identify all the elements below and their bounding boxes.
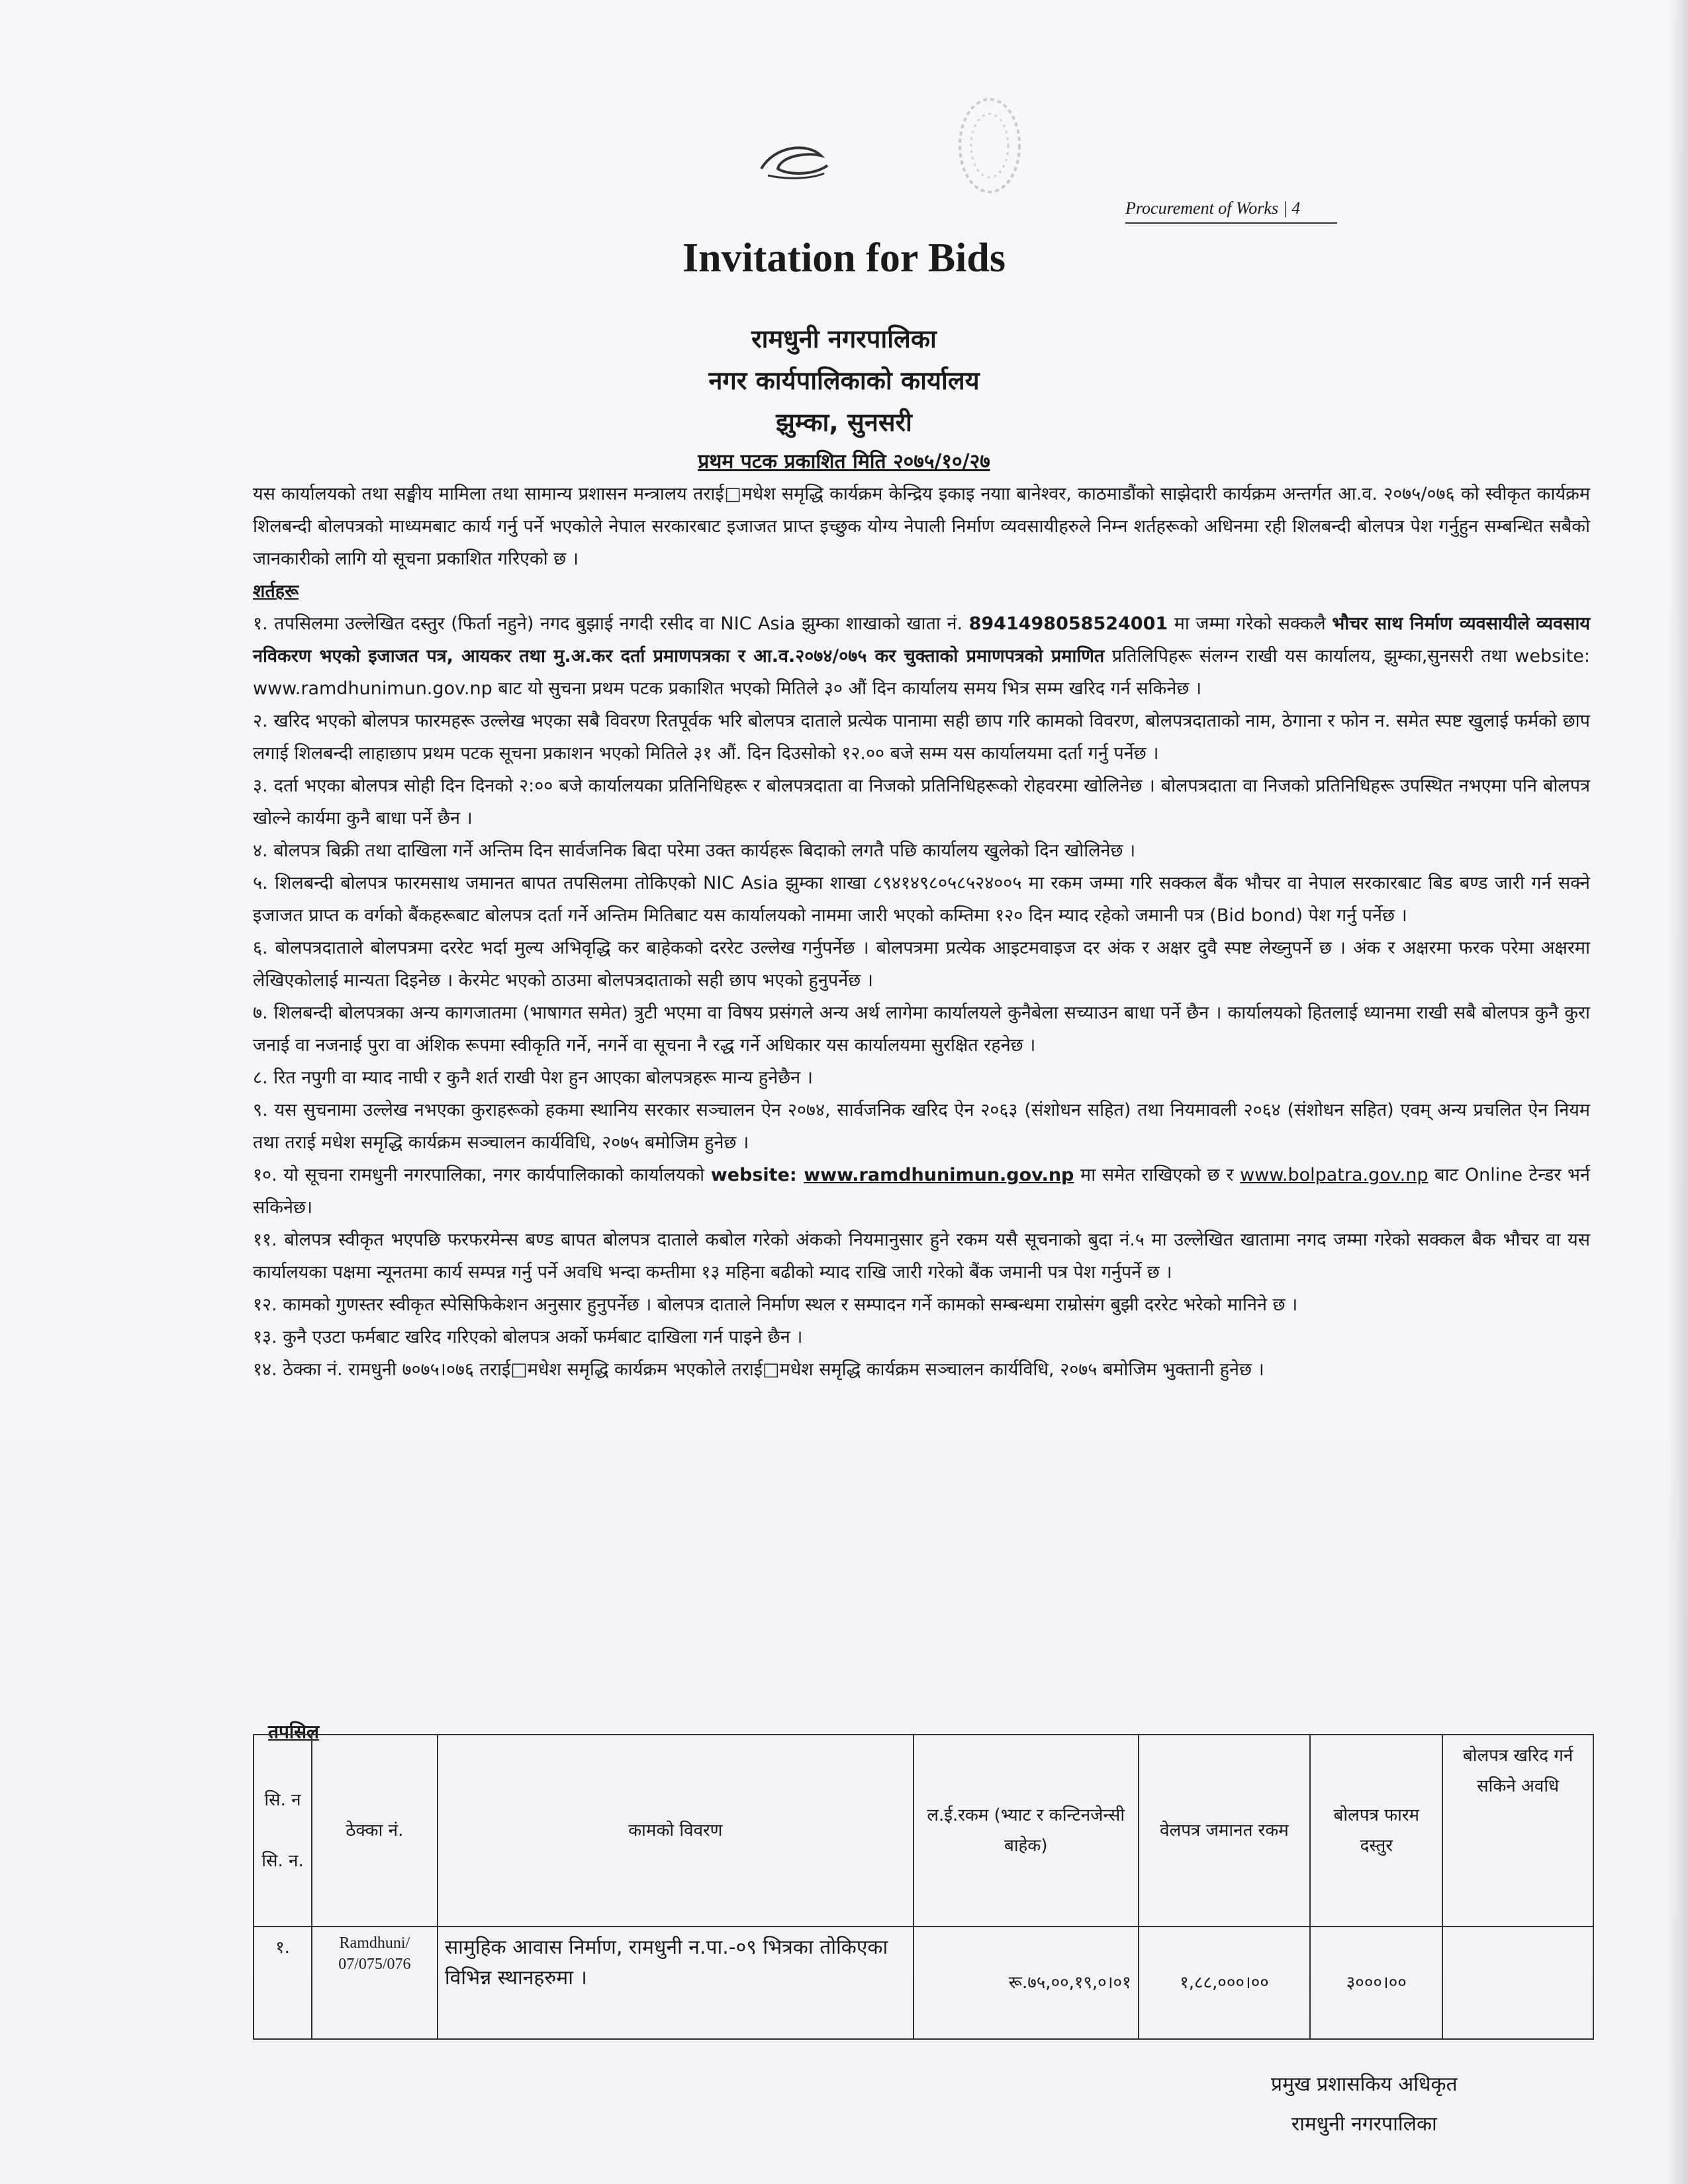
schedule-heading: तपसिल <box>268 1721 320 1743</box>
condition-1-text-a: १. तपसिलमा उल्लेखित दस्तुर (फिर्ता नहुने) नगद बुझाई नगदी रसीद वा NIC Asia झुम्का शाखाको खाता नं. <box>253 614 969 634</box>
condition-13: १३. कुनै एउटा फर्मबाट खरिद गरिएको बोलपत्र अर्को फर्मबाट दाखिला गर्न पाइने छैन । <box>253 1327 803 1347</box>
faded-stamp-icon <box>953 93 1026 199</box>
table-header-row <box>254 1735 1593 1927</box>
condition-1-text-b: मा जम्मा गरेको सक्कलै <box>1168 614 1333 634</box>
header-serial-bottom: सि. न. <box>261 1851 304 1871</box>
signature-block <box>1271 2065 1458 2144</box>
row-estimate: रू.७५,००,१९,०।०१ <box>914 1927 1139 2039</box>
conditions-heading: शर्तहरू <box>253 581 299 602</box>
condition-1 <box>253 608 1590 705</box>
row-purchase-period <box>1442 1927 1593 2039</box>
website-label: website: <box>710 1165 804 1185</box>
condition-1-bold: भौचर साथ निर्माण व्यवसायीले व्यवसाय नविकरण भएको इजाजत पत्र, आयकर तथा मु.अ.कर दर्ता प्रमाणपत्रका र आ.व.२०७४/०७५ कर चुक्ताको प्रमाणपत्रको प्रमाणित <box>253 614 1590 666</box>
office-name: रामधुनी नगरपालिका <box>751 324 937 353</box>
header-form-fee: बोलपत्र फारम दस्तुर <box>1310 1735 1442 1927</box>
row-description: सामुहिक आवास निर्माण, रामधुनी न.पा.-०९ भित्रका तोकिएका विभिन्न स्थानहरुमा । <box>438 1927 914 2039</box>
condition-14: १४. ठेक्का नं. रामधुनी ७०७५।०७६ तराई□मधेश समृद्धि कार्यक्रम भएकोले तराई□मधेश समृद्धि कार्यक्रम सञ्चालन कार्यविधि, २०७५ बमोजिम भुक्तानी हुनेछ । <box>253 1359 1264 1380</box>
page-reference: Procurement of Works | 4 <box>1125 199 1301 218</box>
condition-10-text-c: बाट Online टेन्डर भर्न सकिनेछ। <box>253 1165 1590 1218</box>
account-number: 8941498058524001 <box>968 614 1168 634</box>
header-purchase-period: बोलपत्र खरिद गर्न सकिने अवधि <box>1442 1735 1593 1927</box>
municipality-website-link[interactable]: www.ramdhunimun.gov.np <box>804 1165 1074 1185</box>
condition-2: २. खरिद भएको बोलपत्र फारमहरू उल्लेख भएका सबै विवरण रितपूर्वक भरि बोलपत्र दाताले प्रत्येक पानामा सही छाप गरि कामको विवरण, बोलपत्रदाताको नाम, ठेगाना र फोन न. समेत स्पष्ट खुलाई फर्मको छाप लगाई शिलबन्दी लाहाछाप प्रथम पटक सूचना प्रकाशन भएको मितिले ३१ औं. दिन दिउसोको १२.०० बजे सम्म यस कार्यालयमा दर्ता गर्नु पर्नेछ । <box>253 711 1590 764</box>
page-title: Invitation for Bids <box>682 236 1006 281</box>
row-bid-security: १,८८,०००।०० <box>1139 1927 1311 2039</box>
signatory-office: रामधुनी नगरपालिका <box>1291 2113 1437 2136</box>
office-location: झुम्का, सुनसरी <box>776 408 912 437</box>
row-contract-no: Ramdhuni/ 07/075/076 <box>312 1927 438 2039</box>
signatory-title: प्रमुख प्रशासकिय अधिकृत <box>1271 2073 1458 2096</box>
office-department: नगर कार्यपालिकाको कार्यालय <box>708 366 980 395</box>
header-contract-no: ठेक्का नं. <box>312 1735 438 1927</box>
table-row <box>254 1927 1593 2039</box>
condition-3: ३. दर्ता भएका बोलपत्र सोही दिन दिनको २:०० बजे कार्यालयका प्रतिनिधिहरू र बोलपत्रदाता वा निजको प्रतिनिधिहरूको रोहवरमा खोलिनेछ । बोलपत्रदाता वा निजको प्रतिनिधिहरू उपस्थित नभएमा पनि बोलपत्र खोल्ने कार्यमा कुनै बाधा पर्ने छैन । <box>253 776 1590 829</box>
notice-body <box>253 478 1590 1386</box>
condition-11: ११. बोलपत्र स्वीकृत भएपछि फरफरमेन्स बण्ड बापत बोलपत्र दाताले कबोल गरेको अंकको नियमानुसार हुने रकम यसै सूचनाको बुदा नं.५ मा उल्लेखित खातामा नगद जम्मा गरेको सक्कल बैक भौचर वा यस कार्यालयका पक्षमा न्यूनतमा कार्य सम्पन्न गर्नु पर्ने अवधि भन्दा कम्तीमा १३ महिना बढीको म्याद राखि जारी गरेको बैंक जमानी पत्र पेश गर्नुपर्ने छ । <box>253 1230 1590 1283</box>
header-rule <box>1125 222 1337 224</box>
condition-5: ५. शिलबन्दी बोलपत्र फारमसाथ जमानत बापत तपसिलमा तोकिएको NIC Asia झुम्का शाखा ८९४१४९८०५८५२४००५ मा रकम जम्मा गरि सक्कल बैंक भौचर वा नेपाल सरकारबाट बिड बण्ड जारी गर्न सक्ने इजाजत प्राप्त क वर्गको बैंकहरूबाट बोलपत्र दर्ता गर्ने अन्तिम मितिबाट यस कार्यालयको नाममा जारी भएको कम्तिमा १२० दिन म्याद रहेको जमानी पत्र (Bid bond) पेश गर्नु पर्नेछ । <box>253 873 1590 926</box>
header-serial <box>254 1735 312 1927</box>
condition-10-text-b: मा समेत राखिएको छ र <box>1074 1165 1241 1185</box>
condition-9: ९. यस सुचनामा उल्लेख नभएका कुराहरूको हकमा स्थानिय सरकार सञ्चालन ऐन २०७४, सार्वजनिक खरिद ऐन २०६३ (संशोधन सहित) तथा नियमावली २०६४ (संशोधन सहित) एवम् अन्य प्रचलित ऐन नियम तथा तराई मधेश समृद्धि कार्यक्रम सञ्चालन कार्यविधि, २०७५ बमोजिम हुनेछ । <box>253 1100 1590 1153</box>
published-date: प्रथम पटक प्रकाशित मिति २०७५/१०/२७ <box>698 450 990 473</box>
condition-4: ४. बोलपत्र बिक्री तथा दाखिला गर्ने अन्तिम दिन सार्वजनिक बिदा परेमा उक्त कार्यहरू बिदाको लगतै पछि कार्यालय खुलेको दिन खोलिनेछ । <box>253 841 1136 861</box>
row-serial: १. <box>254 1927 312 2039</box>
header-description: कामको विवरण <box>438 1735 914 1927</box>
condition-10-text-a: १०. यो सूचना रामधुनी नगरपालिका, नगर कार्यपालिकाको कार्यालयको <box>253 1165 711 1185</box>
header-serial-top: सि. न <box>264 1790 301 1810</box>
header-bid-security: वेलपत्र जमानत रकम <box>1139 1735 1311 1927</box>
signature-mark-icon <box>755 139 834 185</box>
condition-12: १२. कामको गुणस्तर स्वीकृत स्पेसिफिकेशन अनुसार हुनुपर्नेछ । बोलपत्र दाताले निर्माण स्थल र सम्पादन गर्ने कामको सम्बन्धमा राम्रोसंग बुझी दररेट भरेको मानिने छ । <box>253 1295 1298 1315</box>
condition-10 <box>253 1159 1590 1224</box>
condition-1-text-c: प्रतिलिपिहरू संलग्न राखी यस कार्यालय, झुम्का,सुनसरी तथा website: www.ramdhunimun.gov.np बाट यो सुचना प्रथम पटक प्रकाशित भएको मितिले ३० औं दिन कार्यालय समय भित्र सम्म खरिद गर्न सकिनेछ । <box>253 646 1590 699</box>
condition-6: ६. बोलपत्रदाताले बोलपत्रमा दररेट भर्दा मुल्य अभिवृद्धि कर बाहेकको दररेट उल्लेख गर्नुपर्नेछ । बोलपत्रमा प्रत्येक आइटमवाइज दर अंक र अक्षर दुवै स्पष्ट लेख्नुपर्ने छ । अंक र अक्षरमा फरक परेमा अक्षरमा लेखिएकोलाई मान्यता दिइनेछ । केरमेट भएको ठाउमा बोलपत्रदाताको सही छाप भएको हुनुपर्नेछ । <box>253 938 1590 991</box>
header-estimate: ल.ई.रकम (भ्याट र कन्टिनजेन्सी बाहेक) <box>914 1735 1139 1927</box>
condition-7: ७. शिलबन्दी बोलपत्रका अन्य कागजातमा (भाषागत समेत) त्रुटी भएमा वा विषय प्रसंगले अन्य अर्थ लागेमा कार्यालयले कुनैबेला सच्याउन बाधा पर्ने छैन । कार्यालयको हितलाई ध्यानमा राखी सबै बोलपत्र कुनै कुरा जनाई वा नजनाई पुरा वा अंशिक रूपमा स्वीकृति गर्ने, नगर्ने वा सूचना नै रद्ध गर्ने अधिकार यस कार्यालयमा सुरक्षित रहनेछ । <box>253 1003 1590 1056</box>
condition-8: ८. रित नपुगी वा म्याद नाघी र कुनै शर्त राखी पेश हुन आएका बोलपत्रहरू मान्य हुनेछैन । <box>253 1068 813 1088</box>
bolpatra-website-link[interactable]: www.bolpatra.gov.np <box>1240 1165 1429 1185</box>
intro-paragraph: यस कार्यालयको तथा सङ्घीय मामिला तथा सामान्य प्रशासन मन्त्रालय तराई□मधेश समृद्धि कार्यक्रम केन्द्रिय इकाइ नयाा बानेश्वर, काठमाडौंको साझेदारी कार्यक्रम अन्तर्गत आ.व. २०७५/०७६ को स्वीकृत कार्यक्रम शिलबन्दी बोलपत्रको माध्यमबाट कार्य गर्नु पर्ने भएकोले नेपाल सरकारबाट इजाजत प्राप्त इच्छुक योग्य नेपाली निर्माण व्यवसायीहरुले निम्न शर्तहरूको अधिनमा रही शिलबन्दी बोलपत्र पेश गर्नुहुन सम्बन्धित सबैको जानकारीको लागि यो सूचना प्रकाशित गरिएको छ । <box>253 484 1590 569</box>
works-table <box>253 1734 1594 2040</box>
row-form-fee: ३०००।०० <box>1310 1927 1442 2039</box>
